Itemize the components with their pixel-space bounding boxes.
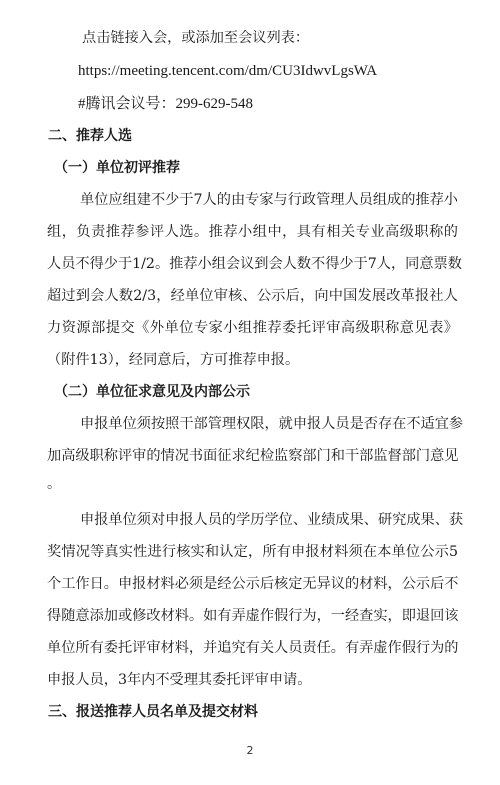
section2-sub1-heading: （一）单位初评推荐	[54, 160, 180, 176]
section3-heading: 三、报送推荐人员名单及提交材料	[48, 704, 258, 720]
paragraph-line: 奖情况等真实性进行核实和认定，所有申报材料须在本单位公示5	[47, 544, 458, 560]
paragraph-line: 得随意添加或修改材料。如有弄虚作假行为，一经查实，即退回该	[47, 608, 459, 624]
meeting-id: #腾讯会议号：299-629-548	[78, 96, 253, 112]
paragraph-line: 组，负责推荐参评人选。推荐小组中，具有相关专业高级职称的	[47, 224, 458, 240]
paragraph-line: 人员不得少于1/2。推荐小组会议到会人数不得少于7人，同意票数	[47, 256, 462, 272]
paragraph-line: 申报人员，3年内不受理其委托评审申请。	[47, 672, 312, 688]
paragraph-line: 超过到会人数2/3，经单位审核、公示后，向中国发展改革报社人	[47, 288, 458, 304]
meeting-join-text: 点击链接入会，或添加至会议列表：	[82, 30, 310, 46]
paragraph-line: （附件13），经同意后，方可推荐申报。	[47, 352, 300, 368]
paragraph-line: 加高级职称评审的情况书面征求纪检监察部门和干部监督部门意见	[47, 448, 459, 464]
section2-sub2-heading: （二）单位征求意见及内部公示	[54, 384, 250, 400]
page-number: 2	[246, 744, 254, 757]
paragraph-line: 单位所有委托评审材料，并追究有关人员责任。有弄虚作假行为的	[47, 640, 459, 656]
paragraph-line: 单位应组建不少于7人的由专家与行政管理人员组成的推荐小	[80, 192, 458, 208]
meeting-url[interactable]: https://meeting.tencent.com/dm/CU3IdwvLgsWA	[78, 63, 378, 79]
paragraph-line: 。	[47, 476, 62, 492]
section2-heading: 二、推荐人选	[48, 128, 132, 144]
paragraph-line: 申报单位须按照干部管理权限，就申报人员是否存在不适宜参	[80, 416, 464, 432]
paragraph-line: 个工作日。申报材料必须是经公示后核定无异议的材料，公示后不	[47, 576, 459, 592]
paragraph-line: 力资源部提交《外单位专家小组推荐委托评审高级职称意见表》	[47, 320, 458, 336]
paragraph-line: 申报单位须对申报人员的学历学位、业绩成果、研究成果、获	[80, 512, 464, 528]
